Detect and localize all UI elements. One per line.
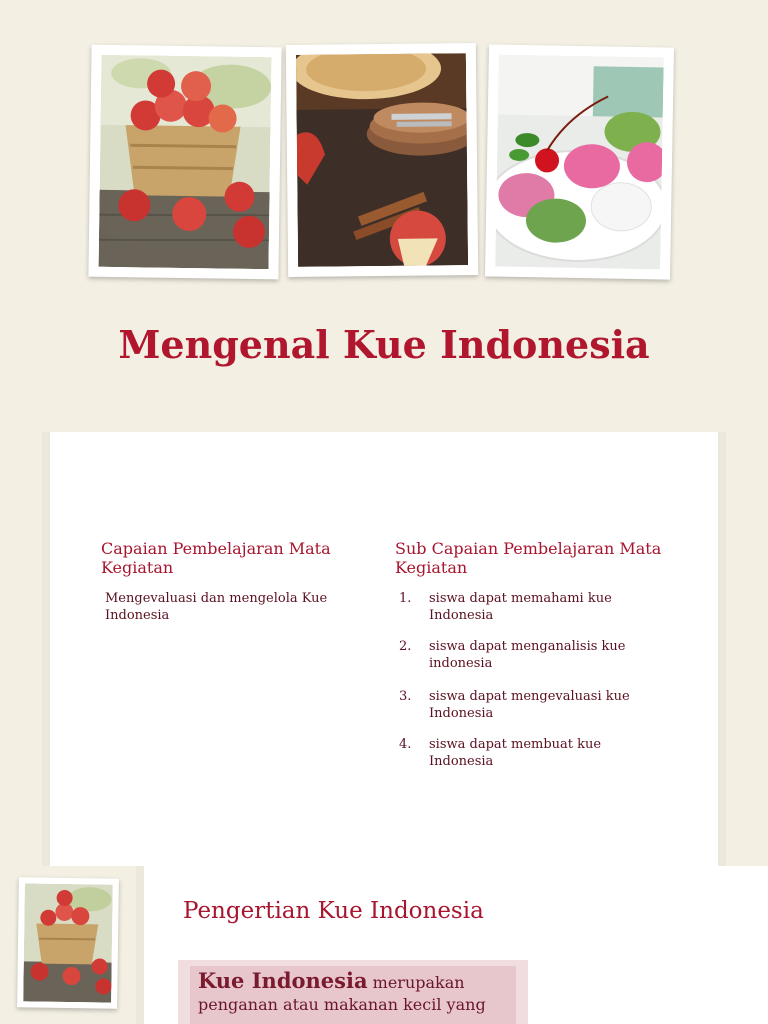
section-title: Pengertian Kue Indonesia xyxy=(183,898,484,924)
definition-text: merupakan penganan atau makanan kecil yang xyxy=(198,973,486,1014)
title-slide xyxy=(0,0,768,432)
list-number: 4. xyxy=(399,737,412,752)
list-item xyxy=(399,736,659,772)
definition-term: Kue Indonesia xyxy=(198,968,368,993)
list-item xyxy=(399,688,659,724)
definition-text-block xyxy=(190,966,516,1024)
apple-basket-thumbnail xyxy=(17,877,119,1008)
list-item xyxy=(399,590,659,626)
list-text: siswa dapat memahami kue Indonesia xyxy=(429,591,612,623)
apple-basket-photo xyxy=(88,45,281,280)
list-text: siswa dapat mengevaluasi kue Indonesia xyxy=(429,689,630,721)
left-column-text: Mengevaluasi dan mengelola Kue Indonesia xyxy=(105,591,328,623)
right-column-heading: Sub Capaian Pembelajaran Mata Kegiatan xyxy=(395,539,662,577)
slide-title: Mengenal Kue Indonesia xyxy=(118,322,650,367)
colorful-kue-plate-photo xyxy=(485,44,674,279)
list-number: 3. xyxy=(399,689,412,704)
list-number: 1. xyxy=(399,591,412,606)
definition-box xyxy=(178,960,528,1024)
left-column-heading: Capaian Pembelajaran Mata Kegiatan xyxy=(101,539,331,577)
list-item xyxy=(399,638,659,674)
list-number: 2. xyxy=(399,639,412,654)
apple-pie-table-photo xyxy=(286,43,478,277)
learning-outcomes-slide xyxy=(42,432,726,866)
list-text: siswa dapat menganalisis kue indonesia xyxy=(429,639,626,671)
list-text: siswa dapat membuat kue Indonesia xyxy=(429,737,602,769)
